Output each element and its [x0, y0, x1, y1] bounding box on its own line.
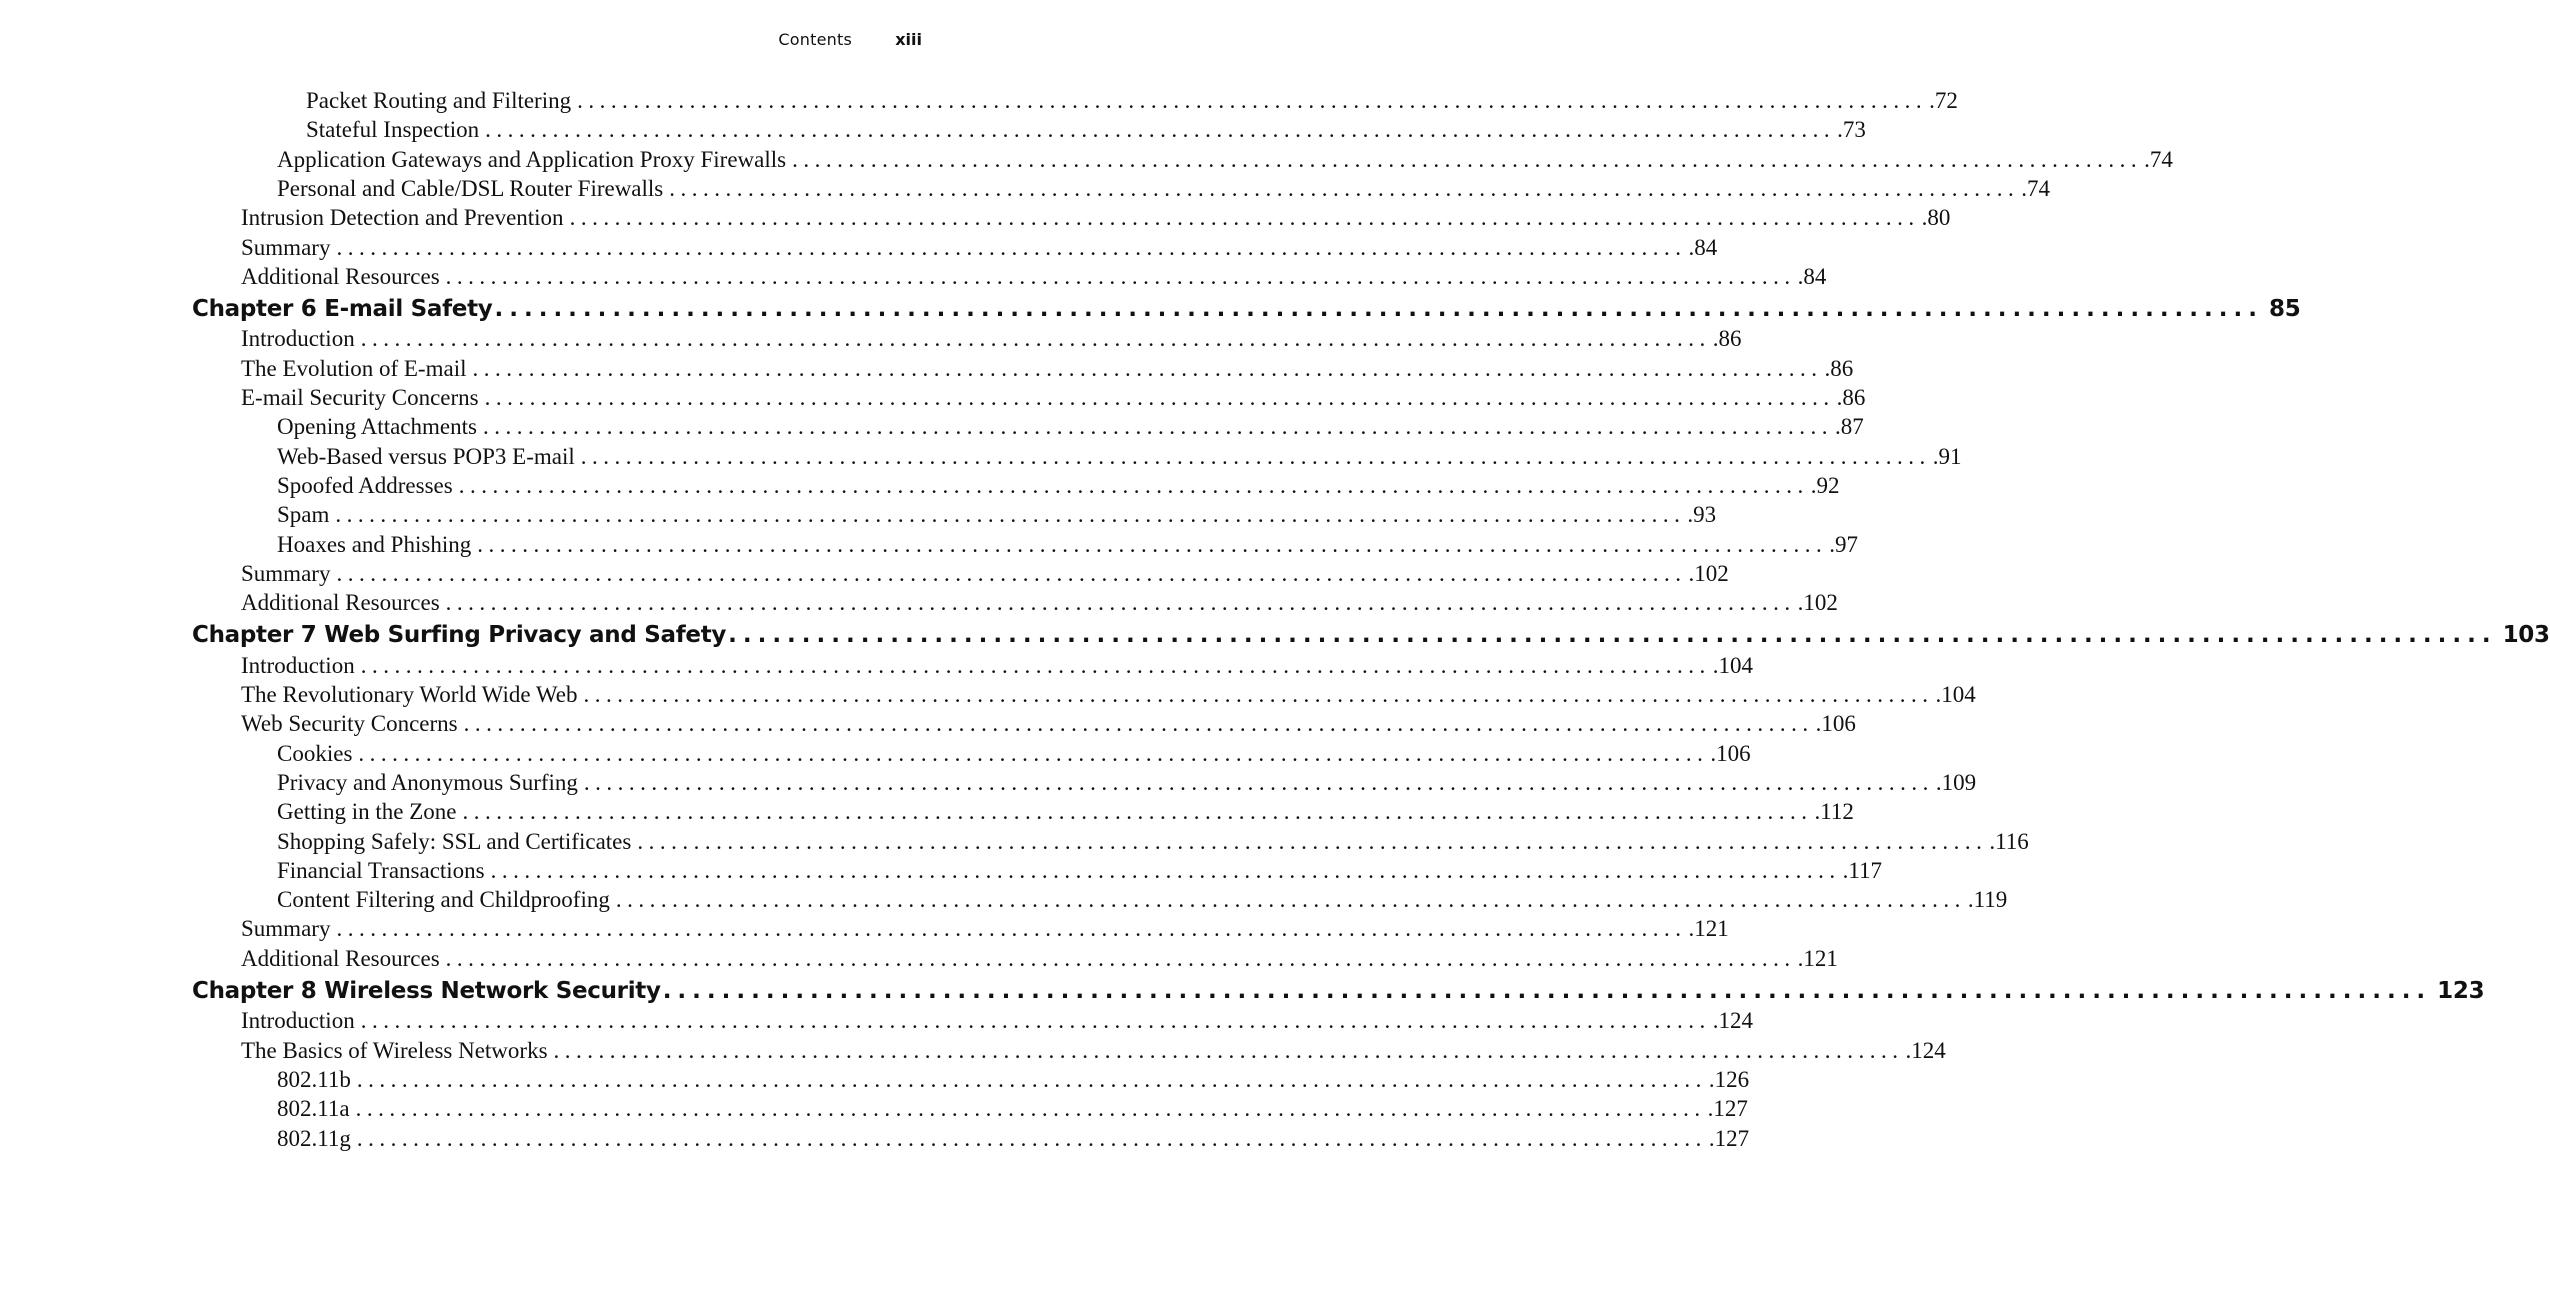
toc-entry-page-number: .109 [1935, 769, 1977, 795]
toc-entry-page-number: .112 [1814, 799, 1854, 825]
toc-entry [277, 828, 2029, 859]
toc-entry-title: 802.11a [277, 1096, 350, 1122]
dot-leader: ........................................................................................................................ [336, 916, 1687, 942]
toc-entry-title: Opening Attachments [277, 414, 477, 440]
dot-leader: ........................................................................................................................ [358, 740, 1709, 766]
toc-entry-title: Application Gateways and Application Proxy Firewalls [277, 146, 787, 172]
toc-entry [277, 531, 1858, 562]
toc-entry [241, 263, 1827, 294]
toc-entry-page-number: .106 [1815, 711, 1856, 737]
toc-entry-title: Content Filtering and Childproofing [277, 887, 610, 913]
dot-leader: ........................................................................................................................ [569, 205, 1920, 231]
toc-entry-page-number: 85 [2268, 296, 2301, 323]
toc-entry [306, 117, 1866, 147]
toc-entry [277, 472, 1840, 503]
toc-entry-page-number: .93 [1687, 502, 1717, 528]
toc-entry [241, 234, 1718, 265]
dot-leader: ........................................................................................................................ [662, 978, 2432, 1004]
toc-entry-page-number: .121 [1688, 916, 1729, 942]
toc-entry-page-number: .126 [1708, 1066, 1750, 1092]
toc-entry-title: Summary [241, 916, 331, 942]
dot-leader: ........................................................................................................................ [360, 1008, 1711, 1034]
toc-entry [241, 326, 1742, 356]
dot-leader: ........................................................................................................................ [490, 857, 1841, 883]
toc-entry-title: Introduction [241, 652, 355, 678]
toc-entry-title: Spam [277, 502, 330, 528]
running-head-page-number: xiii [895, 30, 922, 49]
toc-entry [277, 769, 1977, 800]
toc-entry-page-number: .84 [1688, 234, 1718, 260]
toc-entry-page-number: .87 [1834, 414, 1864, 440]
toc-entry [277, 1066, 1750, 1097]
toc-entry-title: Web-Based versus POP3 E-mail [277, 443, 575, 469]
toc-entry [277, 414, 1864, 444]
dot-leader: ........................................................................................................................ [484, 385, 1835, 410]
dot-leader: ........................................................................................................................ [494, 296, 2263, 323]
toc-entry-title: Additional Resources [241, 945, 440, 971]
toc-entry-title: Summary [241, 560, 331, 586]
running-head [0, 30, 994, 54]
toc-entry-title: Chapter 6 E-mail Safety [192, 296, 493, 323]
toc-entry-page-number: .106 [1710, 740, 1751, 766]
dot-leader: ........................................................................................................................ [355, 1096, 1706, 1122]
toc-entry-page-number: .102 [1797, 590, 1838, 616]
toc-entry [277, 443, 1962, 474]
toc-entry-page-number: .121 [1797, 945, 1838, 971]
dot-leader: ........................................................................................................................ [472, 355, 1823, 381]
toc-entry-title: Hoaxes and Phishing [277, 531, 472, 557]
dot-leader: ........................................................................................................................ [669, 175, 2020, 201]
dot-leader: ........................................................................................................................ [577, 88, 1928, 113]
toc-chapter-heading [192, 296, 2301, 326]
toc-entry-page-number: .104 [1712, 652, 1753, 678]
dot-leader: ........................................................................................................................ [615, 887, 1966, 913]
toc-entry [241, 385, 1866, 415]
toc-entry-page-number: .97 [1829, 531, 1858, 557]
dot-leader: ........................................................................................................................ [583, 769, 1934, 795]
toc-entry [241, 560, 1729, 591]
dot-leader: ........................................................................................................................ [360, 326, 1711, 352]
toc-entry-title: 802.11b [277, 1066, 351, 1092]
running-head-section: Contents [778, 30, 852, 49]
toc-entry-page-number: .74 [2144, 146, 2173, 172]
toc-entry [306, 88, 1958, 118]
dot-leader: ........................................................................................................................ [445, 263, 1796, 289]
dot-leader: ........................................................................................................................ [335, 502, 1686, 528]
toc-entry-title: Spoofed Addresses [277, 472, 453, 498]
toc-entry-page-number: .104 [1935, 682, 1976, 707]
dot-leader: ........................................................................................................................ [445, 945, 1796, 971]
toc-entry-title: The Revolutionary World Wide Web [241, 682, 578, 707]
toc-entry-title: Intrusion Detection and Prevention [241, 205, 564, 231]
toc-entry-title: Summary [241, 234, 331, 260]
toc-entry-page-number: .91 [1932, 443, 1962, 469]
toc-entry [241, 945, 1838, 976]
toc-entry [241, 682, 1976, 712]
toc-entry-title: Financial Transactions [277, 857, 485, 883]
toc-entry-page-number: .84 [1797, 263, 1827, 289]
toc-entry-title: Cookies [277, 740, 353, 766]
toc-entry-title: 802.11g [277, 1125, 351, 1151]
dot-leader: ........................................................................................................................ [458, 472, 1809, 498]
toc-entry [277, 1096, 1748, 1126]
toc-entry [277, 1125, 1750, 1156]
toc-entry [277, 799, 1854, 829]
toc-entry [241, 1037, 1946, 1068]
dot-leader: ........................................................................................................................ [477, 531, 1828, 557]
toc-entry-title: Additional Resources [241, 263, 440, 289]
toc-entry-title: Stateful Inspection [306, 117, 480, 143]
toc-entry [277, 740, 1751, 771]
dot-leader: ........................................................................................................................ [482, 414, 1833, 440]
dot-leader: ........................................................................................................................ [463, 711, 1814, 737]
toc-entry-title: Introduction [241, 326, 355, 352]
toc-entry-page-number: .124 [1905, 1037, 1946, 1063]
toc-entry [241, 590, 1838, 620]
toc-entry-page-number: .127 [1707, 1096, 1748, 1122]
dot-leader: ........................................................................................................................ [553, 1037, 1904, 1063]
toc-entry-page-number: .127 [1708, 1125, 1750, 1151]
toc-entry-title: Getting in the Zone [277, 799, 457, 825]
toc-entry-page-number: 123 [2437, 978, 2485, 1004]
toc-entry-page-number: .124 [1712, 1008, 1753, 1034]
toc-entry-page-number: .74 [2021, 175, 2050, 201]
toc-entry [277, 887, 2008, 917]
toc-entry [241, 355, 1854, 386]
dot-leader: ........................................................................................................................ [336, 234, 1687, 260]
toc-entry-page-number: .102 [1688, 560, 1729, 586]
toc-entry [277, 146, 2173, 177]
dot-leader: ........................................................................................................................ [445, 590, 1796, 616]
toc-entry-page-number: .73 [1837, 117, 1866, 143]
dot-leader: ........................................................................................................................ [356, 1125, 1707, 1151]
dot-leader: ........................................................................................................................ [356, 1066, 1707, 1092]
toc-entry [277, 175, 2050, 206]
toc-entry-title: The Basics of Wireless Networks [241, 1037, 548, 1063]
toc-entry [277, 857, 1883, 888]
toc-entry [277, 502, 1717, 532]
toc-entry-title: E-mail Security Concerns [241, 385, 479, 410]
toc-entry-page-number: .86 [1712, 326, 1742, 352]
toc-entry [241, 916, 1729, 946]
toc-entry-page-number: .116 [1989, 828, 2029, 854]
dot-leader: ........................................................................................................................ [637, 828, 1988, 854]
dot-leader: ........................................................................................................................ [462, 799, 1813, 825]
toc-entry-page-number: .119 [1967, 887, 2008, 913]
toc-entry-page-number: .80 [1921, 205, 1951, 231]
toc-entry-page-number: .72 [1929, 88, 1958, 113]
dot-leader: ........................................................................................................................ [336, 560, 1687, 586]
toc-entry-page-number: .86 [1836, 385, 1866, 410]
toc-entry-title: Personal and Cable/DSL Router Firewalls [277, 175, 664, 201]
toc-entry-title: Web Security Concerns [241, 711, 458, 737]
toc-entry-title: Packet Routing and Filtering [306, 88, 572, 113]
toc-entry-page-number: 103 [2502, 622, 2550, 649]
toc-entry-title: Shopping Safely: SSL and Certificates [277, 828, 632, 854]
toc-entry-page-number: .92 [1810, 472, 1840, 498]
toc-entry-page-number: .86 [1824, 355, 1854, 381]
toc-entry-title: Additional Resources [241, 590, 440, 616]
toc-entry [241, 652, 1753, 683]
toc-chapter-heading [192, 978, 2485, 1008]
toc-entry-title: The Evolution of E-mail [241, 355, 467, 381]
toc-entry [241, 1008, 1753, 1038]
toc-entry [241, 205, 1951, 235]
dot-leader: ........................................................................................................................ [792, 146, 2143, 172]
dot-leader: ........................................................................................................................ [360, 652, 1711, 678]
toc-entry-title: Privacy and Anonymous Surfing [277, 769, 578, 795]
dot-leader: ........................................................................................................................ [580, 443, 1931, 469]
dot-leader: ........................................................................................................................ [728, 622, 2497, 649]
toc-entry-page-number: .117 [1842, 857, 1883, 883]
dot-leader: ........................................................................................................................ [485, 117, 1836, 143]
toc-entry-title: Chapter 7 Web Surfing Privacy and Safety [192, 622, 727, 649]
toc-entry [241, 711, 1856, 741]
toc-entry-title: Introduction [241, 1008, 355, 1034]
dot-leader: ........................................................................................................................ [583, 682, 1934, 707]
toc-chapter-heading [192, 622, 2550, 652]
toc-entry-title: Chapter 8 Wireless Network Security [192, 978, 661, 1004]
